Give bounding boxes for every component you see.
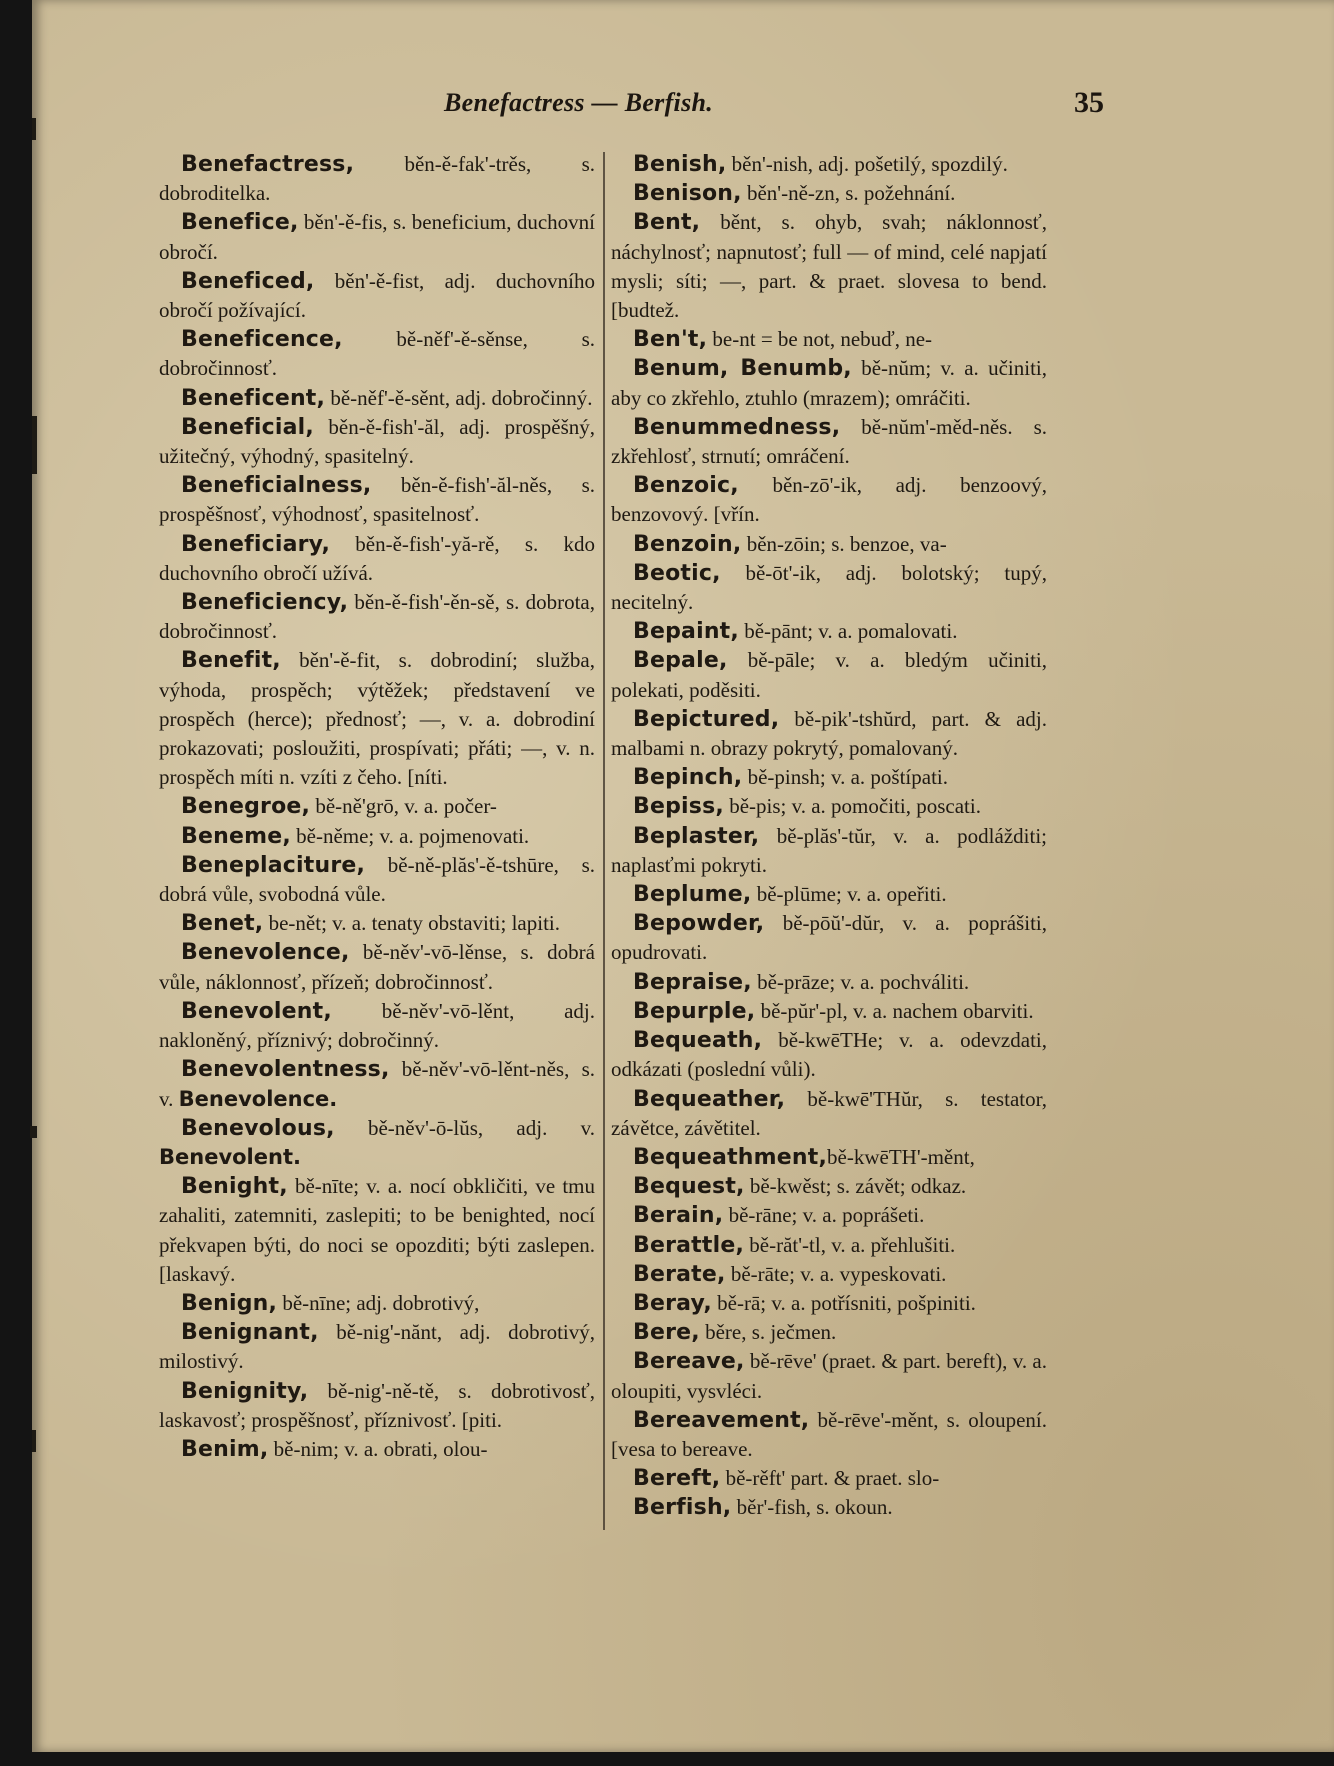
headword: Benim, bbox=[181, 1436, 269, 1462]
headword: Bepowder, bbox=[633, 911, 765, 937]
entry-definition: běn'-ě-fit, s. dobrodiní; služba, výhoda, prospěch; výtěžek; představení ve prospěch (herce); přednosť; —, v. a. dobrodiní prokazovati; posloužiti, prospívati; přáti; —, v. n. prospěch míti n. vzíti z čeho. [níti. bbox=[159, 648, 595, 790]
entry-definition: běn-zō'-ik, adj. benzoový, benzovový. [vřín. bbox=[611, 473, 1047, 527]
headword: Bere, bbox=[633, 1320, 700, 1346]
headword: Bereave, bbox=[633, 1349, 745, 1375]
dictionary-entry bbox=[611, 354, 1047, 412]
dictionary-entry bbox=[159, 325, 595, 383]
headword: Bepiss, bbox=[633, 794, 724, 820]
entry-definition: bě-něv'-vō-lěnt, adj. nakloněný, příznivý; dobročinný. bbox=[159, 998, 595, 1053]
headword: Beneplaciture, bbox=[181, 852, 366, 878]
headword: Benegroe, bbox=[181, 794, 311, 820]
dictionary-entry bbox=[611, 1085, 1047, 1143]
entry-definition: bě-pāle; v. a. bledým učiniti, polekati, poděsiti. bbox=[611, 648, 1047, 702]
left-edge-mark bbox=[32, 416, 37, 474]
headword: Beneficiency, bbox=[181, 590, 349, 616]
entry-definition: běn-ě-fish'-yă-rě, s. kdo duchovního obročí užívá. bbox=[159, 531, 595, 585]
dictionary-entry bbox=[159, 471, 595, 529]
headword: Benet, bbox=[181, 911, 264, 937]
headword: Bequest, bbox=[633, 1174, 745, 1200]
headword: Bepurple, bbox=[633, 998, 756, 1024]
headword: Bereft, bbox=[633, 1466, 721, 1492]
headword: Benign, bbox=[181, 1290, 278, 1316]
dictionary-entry bbox=[159, 1318, 595, 1376]
entry-definition: bě-něme; v. a. pojmenovati. bbox=[290, 823, 530, 848]
entry-definition: běn-ě-fish'-ăl-něs, s. prospěšnosť, výhodnosť, spasitelnosť. bbox=[159, 473, 595, 527]
headword: Beneme, bbox=[181, 823, 291, 849]
dictionary-entry bbox=[611, 705, 1047, 763]
headword: Benefice, bbox=[181, 210, 299, 236]
headword: Bepinch, bbox=[633, 765, 743, 791]
dictionary-entry bbox=[611, 909, 1047, 967]
entry-definition: bě-plăs'-tŭr, v. a. podlážditi; naplasťmi pokryti. bbox=[611, 823, 1047, 877]
entry-definition: běn'-ě-fis, s. beneficium, duchovní obročí. bbox=[159, 210, 595, 264]
entry-definition: be-nět; v. a. tenaty obstaviti; lapiti. bbox=[263, 911, 561, 936]
headword: Benevolentness, bbox=[181, 1057, 390, 1083]
headword: Benignity, bbox=[181, 1378, 309, 1404]
page-number: 35 bbox=[1074, 86, 1104, 119]
dictionary-entry bbox=[159, 150, 595, 208]
headword: Berattle, bbox=[633, 1232, 745, 1258]
dictionary-entry bbox=[159, 938, 595, 996]
dictionary-entry bbox=[159, 1377, 595, 1435]
dictionary-entry bbox=[159, 208, 595, 266]
headword: Bepale, bbox=[633, 648, 728, 674]
headword: Benefit, bbox=[181, 648, 281, 674]
dictionary-entry bbox=[611, 822, 1047, 880]
entry-definition: bě-něv'-vō-lěnse, s. dobrá vůle, náklonnosť, přízeň; dobročinnosť. bbox=[159, 940, 595, 994]
cross-reference: Benevolence. bbox=[178, 1086, 338, 1111]
dictionary-entry bbox=[611, 530, 1047, 559]
entry-definition: běn'-ně-zn, s. požehnání. bbox=[741, 181, 956, 206]
dictionary-entry bbox=[611, 1143, 1047, 1172]
entry-definition: bě-nŭm'-měd-něs. s. zkřehlosť, strnutí; omráčení. bbox=[611, 414, 1047, 469]
entry-definition: bě-kwēTH'-měnt, bbox=[827, 1144, 975, 1169]
headword: Ben't, bbox=[633, 327, 708, 353]
entry-definition: bě-răt'-tl, v. a. přehlušiti. bbox=[744, 1232, 956, 1257]
dictionary-entry bbox=[159, 1172, 595, 1289]
entry-definition: bě-rēve' (praet. & part. bereft), v. a. oloupiti, vysvléci. bbox=[611, 1349, 1047, 1403]
headword: Benzoin, bbox=[633, 531, 742, 557]
headword: Benefactress, bbox=[181, 152, 355, 177]
running-title: Benefactress — Berfish. bbox=[444, 88, 714, 117]
dictionary-entry bbox=[159, 792, 595, 821]
headword: Benignant, bbox=[181, 1320, 319, 1346]
dictionary-entry bbox=[611, 413, 1047, 471]
entry-definition: bě-rā; v. a. potřísniti, pošpiniti. bbox=[711, 1290, 976, 1315]
dictionary-entry bbox=[611, 968, 1047, 997]
entry-definition: bě-nīte; v. a. nocí obkličiti, ve tmu zahaliti, zatemniti, zaslepiti; to be benighted, nocí překvapen býti, do noci se opozditi; býti zaslepen. [laskavý. bbox=[159, 1174, 595, 1286]
entry-definition: bě-kwē'THŭr, s. testator, závětce, závětitel. bbox=[611, 1086, 1047, 1140]
column-divider bbox=[603, 152, 605, 1530]
dictionary-entry bbox=[159, 822, 595, 851]
dictionary-entry bbox=[611, 997, 1047, 1026]
dictionary-entry bbox=[611, 880, 1047, 909]
entry-definition: bě-rāte; v. a. vypeskovati. bbox=[725, 1261, 947, 1286]
headword: Benzoic, bbox=[633, 473, 739, 499]
entry-definition: bě-pis; v. a. pomočiti, poscati. bbox=[723, 794, 981, 819]
entry-definition: bě-nig'-ně-tě, s. dobrotivosť, laskavosť; prospěšnosť, příznivosť. [piti. bbox=[159, 1378, 595, 1432]
headword: Beneficialness, bbox=[181, 473, 372, 499]
dictionary-entry bbox=[159, 384, 595, 413]
dictionary-entry bbox=[611, 1026, 1047, 1084]
dictionary-entry bbox=[611, 792, 1047, 821]
dictionary-entry bbox=[159, 1435, 595, 1464]
headword: Beplaster, bbox=[633, 823, 760, 849]
entry-definition: bě-rāne; v. a. poprášeti. bbox=[723, 1203, 925, 1228]
entry-definition: běn'-nish, adj. pošetilý, spozdilý. bbox=[726, 152, 1008, 176]
headword: Bepaint, bbox=[633, 619, 739, 645]
headword: Beotic, bbox=[633, 560, 721, 586]
headword: Bent, bbox=[633, 210, 701, 236]
dictionary-entry bbox=[611, 646, 1047, 704]
headword: Berate, bbox=[633, 1261, 726, 1287]
dictionary-entry bbox=[611, 559, 1047, 617]
headword: Beneficed, bbox=[181, 268, 315, 294]
headword: Benevolous, bbox=[181, 1115, 335, 1141]
right-column bbox=[611, 150, 1047, 1523]
dictionary-entry bbox=[611, 179, 1047, 208]
dictionary-entry bbox=[159, 530, 595, 588]
dictionary-entry bbox=[611, 208, 1047, 325]
entry-definition: bě-nŭm; v. a. učiniti, aby co zkřehlo, ztuhlo (mrazem); omráčiti. bbox=[611, 356, 1047, 410]
entry-definition: bě-nīne; adj. dobrotivý, bbox=[277, 1290, 480, 1315]
dictionary-entry bbox=[159, 909, 595, 938]
dictionary-entry bbox=[611, 1406, 1047, 1464]
left-edge-mark bbox=[30, 1126, 37, 1138]
headword: Beneficial, bbox=[181, 414, 314, 440]
entry-definition: bě-kwěst; s. závět; odkaz. bbox=[744, 1174, 967, 1199]
entry-definition: bě-ōt'-ik, adj. bolotský; tupý, necitelný. bbox=[611, 560, 1047, 615]
entry-definition: běn'-ě-fist, adj. duchovního obročí požívající. bbox=[159, 268, 595, 323]
headword: Benish, bbox=[633, 152, 727, 177]
dictionary-entry bbox=[611, 471, 1047, 529]
dictionary-entry bbox=[611, 150, 1047, 179]
dictionary-entry bbox=[159, 1289, 595, 1318]
dictionary-entry bbox=[611, 1347, 1047, 1405]
headword: Bepraise, bbox=[633, 969, 752, 995]
headword: Benummedness, bbox=[633, 414, 841, 440]
headword: Benison, bbox=[633, 181, 742, 207]
dictionary-page bbox=[32, 0, 1334, 1752]
headword: Beneficence, bbox=[181, 327, 343, 353]
entry-definition: bě-ně-plăs'-ě-tshūre, s. dobrá vůle, svobodná vůle. bbox=[159, 852, 595, 907]
entry-definition: bě-pŭr'-pl, v. a. nachem obarviti. bbox=[755, 998, 1034, 1023]
dictionary-entry bbox=[159, 997, 595, 1055]
headword: Bequeather, bbox=[633, 1086, 786, 1112]
headword: Berain, bbox=[633, 1203, 724, 1229]
dictionary-entry bbox=[611, 1289, 1047, 1318]
entry-definition: běr'-fish, s. okoun. bbox=[731, 1495, 893, 1520]
entry-definition: běre, s. ječmen. bbox=[699, 1320, 837, 1345]
dictionary-entry bbox=[159, 851, 595, 909]
dictionary-entry bbox=[159, 588, 595, 646]
entry-definition: bě-kwēTHe; v. a. odevzdati, odkázati (poslední vůli). bbox=[611, 1028, 1047, 1082]
entry-definition: bě-prāze; v. a. pochváliti. bbox=[751, 969, 970, 994]
entry-definition: běnt, s. ohyb, svah; náklonnosť, náchylnosť; napnutosť; full — of mind, celé napjatí mysli; síti; —, part. & praet. slovesa to bend. [budtež. bbox=[611, 210, 1047, 323]
entry-definition: bě-pānt; v. a. pomalovati. bbox=[738, 619, 958, 644]
entry-definition: běn-ě-fish'-ăl, adj. prospěšný, užitečný, výhodný, spasitelný. bbox=[159, 414, 595, 469]
entry-definition: be-nt = be not, nebuď, ne- bbox=[707, 327, 933, 352]
entry-definition: bě-něv'-ō-lŭs, adj. v. bbox=[334, 1115, 595, 1140]
left-column bbox=[159, 150, 595, 1464]
headword: Benevolence, bbox=[181, 940, 350, 966]
headword: Benevolent, bbox=[181, 998, 332, 1024]
left-edge-mark bbox=[32, 1430, 36, 1452]
dictionary-entry bbox=[159, 267, 595, 325]
headword: Beneficent, bbox=[181, 385, 326, 411]
entry-definition: bě-ně'grō, v. a. počer- bbox=[310, 794, 497, 819]
entry-definition: běn-zōin; s. benzoe, va- bbox=[741, 531, 947, 556]
entry-definition: bě-nim; v. a. obrati, olou- bbox=[268, 1436, 488, 1461]
headword: Beplume, bbox=[633, 882, 752, 908]
entry-definition: bě-něv'-vō-lěnt-něs, s. v. bbox=[159, 1057, 595, 1111]
entry-definition: běn-ě-fak'-trěs, s. dobroditelka. bbox=[159, 152, 595, 206]
page-header bbox=[32, 88, 1334, 128]
headword: Benum, Benumb, bbox=[633, 356, 852, 382]
entry-definition: bě-něf'-ě-sěnse, s. dobročinnosť. bbox=[159, 327, 595, 381]
dictionary-entry bbox=[611, 763, 1047, 792]
entry-definition: bě-pik'-tshŭrd, part. & adj. malbami n. obrazy pokrytý, pomalovaný. bbox=[611, 706, 1047, 761]
dictionary-entry bbox=[159, 1114, 595, 1172]
headword: Bequeathment, bbox=[633, 1144, 828, 1170]
dictionary-entry bbox=[611, 325, 1047, 354]
headword: Beneficiary, bbox=[181, 531, 331, 557]
dictionary-entry bbox=[611, 1260, 1047, 1289]
entry-definition: běn-ě-fish'-ěn-sě, s. dobrota, dobročinnosť. bbox=[159, 590, 595, 644]
dictionary-entry bbox=[159, 1055, 595, 1113]
entry-definition: bě-plūme; v. a. opeřiti. bbox=[751, 882, 947, 907]
headword: Berfish, bbox=[633, 1495, 732, 1521]
headword: Beray, bbox=[633, 1290, 712, 1316]
entry-definition: bě-pinsh; v. a. poštípati. bbox=[742, 765, 949, 790]
dictionary-entry bbox=[159, 413, 595, 471]
dictionary-entry bbox=[611, 1201, 1047, 1230]
dictionary-entry bbox=[611, 1464, 1047, 1493]
entry-definition: bě-nig'-nănt, adj. dobrotivý, milostivý. bbox=[159, 1320, 595, 1374]
entry-definition: bě-rēve'-měnt, s. oloupení. [vesa to bereave. bbox=[611, 1407, 1047, 1461]
dictionary-entry bbox=[611, 1318, 1047, 1347]
headword: Bepictured, bbox=[633, 706, 780, 732]
entry-definition: bě-něf'-ě-sěnt, adj. dobročinný. bbox=[325, 385, 593, 410]
headword: Bequeath, bbox=[633, 1028, 763, 1054]
entry-definition: bě-rěft' part. & praet. slo- bbox=[720, 1466, 940, 1491]
headword: Benight, bbox=[181, 1174, 288, 1200]
dictionary-entry bbox=[159, 646, 595, 792]
entry-definition: bě-pōŭ'-dŭr, v. a. poprášiti, opudrovati. bbox=[611, 911, 1047, 965]
dictionary-entry bbox=[611, 1231, 1047, 1260]
headword: Bereavement, bbox=[633, 1407, 810, 1433]
dictionary-entry bbox=[611, 1172, 1047, 1201]
dictionary-entry bbox=[611, 1493, 1047, 1522]
dictionary-entry bbox=[611, 617, 1047, 646]
cross-reference: Benevolent. bbox=[159, 1144, 301, 1169]
